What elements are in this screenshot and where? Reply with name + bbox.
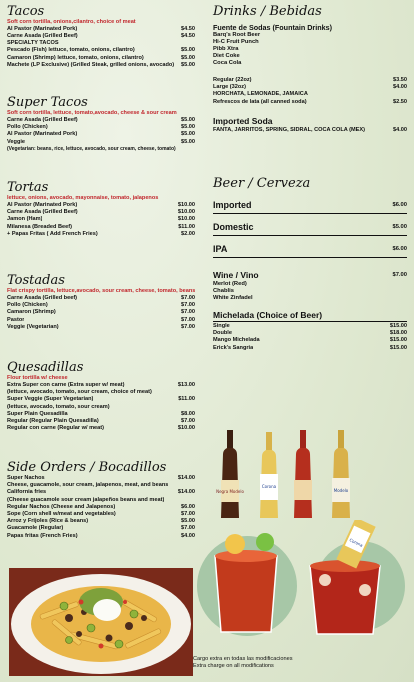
item-name: (lettuce, avocado, tomato, sour cream, choice of meat) xyxy=(7,389,152,396)
menu-item-row xyxy=(213,91,407,98)
item-price: $5.00 xyxy=(181,117,195,123)
item-price: $4.00 xyxy=(393,84,407,91)
item-price: $4.00 xyxy=(393,126,407,133)
item-price: $7.00 xyxy=(181,316,195,323)
menu-item-row xyxy=(7,231,195,238)
item-price: $7.00 xyxy=(181,302,195,309)
item-name: Papas fritas (French Fries) xyxy=(7,532,78,539)
imported-soda-heading: Imported Soda xyxy=(213,115,273,126)
item-price: $7.00 xyxy=(181,418,195,425)
menu-item-row xyxy=(7,525,195,532)
item-name: Regular con carne (Regular w/ meat) xyxy=(7,425,104,432)
item-price: $4.00 xyxy=(181,532,195,539)
footer-notes xyxy=(193,656,407,670)
section-title: Tacos xyxy=(7,4,45,19)
menu-item-row xyxy=(7,26,195,33)
item-name: Super Nachos xyxy=(7,475,45,481)
item-price: $6.00 xyxy=(392,202,407,208)
item-name: Domestic xyxy=(213,222,254,232)
item-name: Pollo (Chicken) xyxy=(7,302,48,309)
list-item: Pibb Xtra xyxy=(213,46,239,52)
menu-item-row xyxy=(7,324,195,331)
wine-row xyxy=(213,270,407,281)
item-name: Machete (LP Exclusive) (Grilled Steak, grilled onions, avocado) xyxy=(7,61,175,68)
menu-item-row xyxy=(7,317,195,324)
tostadas-section xyxy=(7,273,195,331)
item-price: $3.50 xyxy=(393,77,407,83)
negra-modelo-bottle xyxy=(216,430,244,518)
menu-item-row xyxy=(7,216,195,223)
item-name: Carne Asada (Grilled Beef) xyxy=(7,33,78,40)
section-title: Tortas xyxy=(7,180,49,195)
item-price: $14.00 xyxy=(177,489,195,496)
item-price: $4.50 xyxy=(181,26,195,32)
item-name: California fries xyxy=(7,489,47,496)
menu-item-row xyxy=(7,209,195,216)
item-price: $2.00 xyxy=(181,230,195,237)
micheladas-image xyxy=(195,520,407,640)
item-name: Large (32oz) xyxy=(213,84,246,91)
tacos-section xyxy=(7,4,195,69)
section-title: Beer / Cerveza xyxy=(213,176,311,191)
item-price: $5.00 xyxy=(181,47,195,54)
menu-item-row xyxy=(7,33,195,40)
side-orders-section xyxy=(7,460,195,540)
item-price: $4.50 xyxy=(181,33,195,40)
item-name: Imported xyxy=(213,200,252,210)
menu-item-row xyxy=(7,396,195,403)
item-price: $10.00 xyxy=(177,216,195,223)
section-description: Soft corn tortilla, onions,cilantro, choice of meat xyxy=(7,19,136,25)
section-description: lettuce, onions, avocado, mayonnaise, tomato, jalapenos xyxy=(7,195,159,201)
menu-item-row xyxy=(7,55,195,62)
menu-item-row xyxy=(7,518,195,525)
menu-item-row xyxy=(7,224,195,231)
item-price: $7.00 xyxy=(392,272,407,278)
item-price: $5.00 xyxy=(392,224,407,230)
item-price: $10.00 xyxy=(177,425,195,432)
menu-item-row xyxy=(7,117,195,124)
menu-item-row xyxy=(7,511,195,518)
item-price: $14.00 xyxy=(177,475,195,481)
item-price: $15.00 xyxy=(389,323,407,329)
imported-soda-row xyxy=(213,127,407,134)
list-item: Diet Coke xyxy=(213,53,240,59)
list-item: Coca Cola xyxy=(213,60,242,66)
menu-item-row xyxy=(7,47,195,54)
item-name: Refrescos de lata (all canned soda) xyxy=(213,98,307,105)
item-price: $5.00 xyxy=(181,518,195,525)
svg-text:Negra Modelo: Negra Modelo xyxy=(216,489,244,494)
menu-item-row xyxy=(213,330,407,337)
item-name: Super Plain Quesadilla xyxy=(7,410,68,417)
list-item: Hi-C Fruit Punch xyxy=(213,39,259,45)
menu-item-row xyxy=(7,131,195,138)
item-name: Wine / Vino xyxy=(213,270,259,280)
item-name: Milanesa (Breaded Beef) xyxy=(7,223,72,230)
item-name: Jamon (Ham) xyxy=(7,216,43,223)
menu-item-row xyxy=(7,504,195,511)
menu-item-row xyxy=(7,404,195,411)
menu-item-row xyxy=(7,389,195,396)
item-name: Arroz y Frijoles (Rice & beans) xyxy=(7,518,89,525)
menu-item-row xyxy=(7,497,195,504)
item-name: Guacamole (Regular) xyxy=(7,525,64,532)
item-price: $5.00 xyxy=(181,54,195,61)
menu-item-row xyxy=(7,411,195,418)
item-price: $8.00 xyxy=(181,410,195,417)
beer-prices xyxy=(213,200,407,352)
item-name: Camaron (Shrimp) xyxy=(7,309,56,316)
menu-item-row xyxy=(213,84,407,91)
item-name: Cheese, guacamole, sour cream, jalapenos, meat, and beans xyxy=(7,482,169,489)
item-name: Double xyxy=(213,330,232,337)
section-title: Quesadillas xyxy=(7,360,84,375)
item-price: $7.00 xyxy=(181,295,195,301)
menu-item-row xyxy=(7,533,195,540)
item-name: Regular (Regular Plain Quesadilla) xyxy=(7,418,99,425)
menu-item-row xyxy=(213,345,407,352)
menu-item-row xyxy=(213,77,407,84)
item-name: Pescado (Fish) lettuce, tomato, onions, cilantro) xyxy=(7,47,135,54)
item-name: Veggie xyxy=(7,138,26,145)
svg-text:Modelo: Modelo xyxy=(333,488,349,493)
menu-item-row xyxy=(7,202,195,209)
beer-row-ipa xyxy=(213,244,407,255)
footer-line-english: Extra charge on all modifications xyxy=(193,663,274,669)
item-name: Regular (22oz) xyxy=(213,77,252,83)
menu-item-row xyxy=(7,489,195,496)
fountain-heading: Fuente de Sodas (Fountain Drinks) xyxy=(213,23,333,32)
menu-item-row xyxy=(7,139,195,146)
item-price: $2.50 xyxy=(393,98,407,105)
item-price: $10.00 xyxy=(177,202,195,208)
nachos-plate-image xyxy=(9,568,193,676)
beer-row-imported xyxy=(213,200,407,211)
section-description: Soft corn tortilla, lettuce, tomato,avocado, cheese & sour cream xyxy=(7,110,177,116)
item-name: Pastor xyxy=(7,316,25,323)
item-name: Pollo (Chicken) xyxy=(7,124,48,131)
section-title: Tostadas xyxy=(7,273,65,288)
corona-bottle xyxy=(260,432,278,518)
item-name: Al Pastor (Marinated Pork) xyxy=(7,202,78,208)
item-price: $7.00 xyxy=(181,323,195,330)
item-name: (Cheese guacamole sour cream jalapeños beans and meat) xyxy=(7,496,165,503)
item-price: $10.00 xyxy=(177,209,195,216)
item-price: $13.00 xyxy=(177,382,195,388)
item-name: Sope (Corn shell w/meat and vegetables) xyxy=(7,511,116,518)
item-price: $5.00 xyxy=(181,61,195,68)
menu-item-row xyxy=(7,475,195,482)
item-price: $11.00 xyxy=(178,223,195,230)
michelada-heading: Michelada (Choice of Beer) xyxy=(213,310,323,320)
item-price: $11.00 xyxy=(178,396,195,403)
item-name: Al Pastor (Marinated Pork) xyxy=(7,131,78,138)
menu-item-row xyxy=(7,309,195,316)
item-price: $15.00 xyxy=(389,344,407,351)
beer-section xyxy=(213,176,407,191)
specialty-heading: SPECIALTY TACOS xyxy=(7,40,59,47)
modelo-bottle xyxy=(332,430,350,518)
item-name: Al Pastor (Marinated Pork) xyxy=(7,26,78,32)
footer-line-spanish: Cargo extra en todas las modificaciones xyxy=(193,656,293,662)
item-price: $5.00 xyxy=(181,131,195,138)
section-title: Side Orders / Bocadillos xyxy=(7,460,167,475)
item-price: $5.00 xyxy=(181,124,195,131)
section-title: Super Tacos xyxy=(7,95,88,110)
item-price: $7.00 xyxy=(181,525,195,532)
item-name: HORCHATA, LEMONADE, JAMAICA xyxy=(213,91,308,98)
menu-item-row xyxy=(7,62,195,69)
item-name: (lettuce, avocado, tomato, sour cream) xyxy=(7,403,110,410)
item-name: Carne Asada (Grilled Beef) xyxy=(7,117,78,123)
item-price: $18.00 xyxy=(389,330,407,337)
tortas-section xyxy=(7,180,195,238)
list-item: White Zinfadel xyxy=(213,295,253,301)
item-name: Regular Nachos (Cheese and Jalapenos) xyxy=(7,503,116,510)
drinks-section xyxy=(213,4,407,134)
list-item: Chablis xyxy=(213,288,234,294)
item-name: Camaron (Shrimp) lettuce, tomato, onions, cilantro) xyxy=(7,54,144,61)
menu-item-row xyxy=(7,124,195,131)
svg-text:Corona: Corona xyxy=(261,484,277,489)
svg-text:Corona: Corona xyxy=(348,537,364,548)
red-bottle xyxy=(294,430,312,518)
item-name: Super Veggie (Super Vegetarian) xyxy=(7,396,94,403)
item-name: IPA xyxy=(213,244,228,254)
item-price: $7.00 xyxy=(181,309,195,316)
item-name: FANTA, JARRITOS, SPRING, SIDRAL, COCA COLA (MEX) xyxy=(213,126,365,133)
section-description: Flour tortilla w/ cheese xyxy=(7,375,68,381)
beer-bottles-image xyxy=(213,430,407,522)
item-name: Erick's Sangria xyxy=(213,344,254,351)
menu-item-row xyxy=(7,295,195,302)
list-item: Barq's Root Beer xyxy=(213,32,261,38)
item-name: Single xyxy=(213,323,230,329)
menu-item-row xyxy=(7,482,195,489)
menu-item-row xyxy=(7,302,195,309)
list-item: Merlot (Red) xyxy=(213,281,247,287)
menu-item-row xyxy=(7,418,195,425)
quesadillas-section xyxy=(7,360,195,432)
item-price: $6.00 xyxy=(181,503,195,510)
item-name: Carne Asada (Grilled Beef) xyxy=(7,209,78,216)
vegetarian-note: (Vegetarian: beans, rice, lettuce, avocado, sour cream, cheese, tomato) xyxy=(7,145,176,152)
item-name: Veggie (Vegetarian) xyxy=(7,323,59,330)
menu-item-row xyxy=(7,425,195,432)
item-name: Extra Super con carne (Extra super w/ meat) xyxy=(7,382,125,388)
menu-item-row xyxy=(7,382,195,389)
section-description: Flat crispy tortilla, lettuce,avocado, sour cream, cheese, tomato, beans xyxy=(7,288,195,294)
menu-item-row xyxy=(213,323,407,330)
item-price: $6.00 xyxy=(392,246,407,252)
item-name: + Papas Fritas ( Add French Fries) xyxy=(7,230,98,237)
item-name: Carne Asada (Grilled beef) xyxy=(7,295,78,301)
item-price: $15.00 xyxy=(389,337,407,344)
item-name: Mango Michelada xyxy=(213,337,260,344)
super-tacos-section xyxy=(7,95,195,153)
section-title: Drinks / Bebidas xyxy=(213,4,322,19)
beer-row-domestic xyxy=(213,222,407,233)
item-price: $5.00 xyxy=(181,138,195,145)
item-price: $7.00 xyxy=(181,511,195,518)
menu-item-row xyxy=(213,99,407,106)
menu-item-row xyxy=(213,337,407,344)
